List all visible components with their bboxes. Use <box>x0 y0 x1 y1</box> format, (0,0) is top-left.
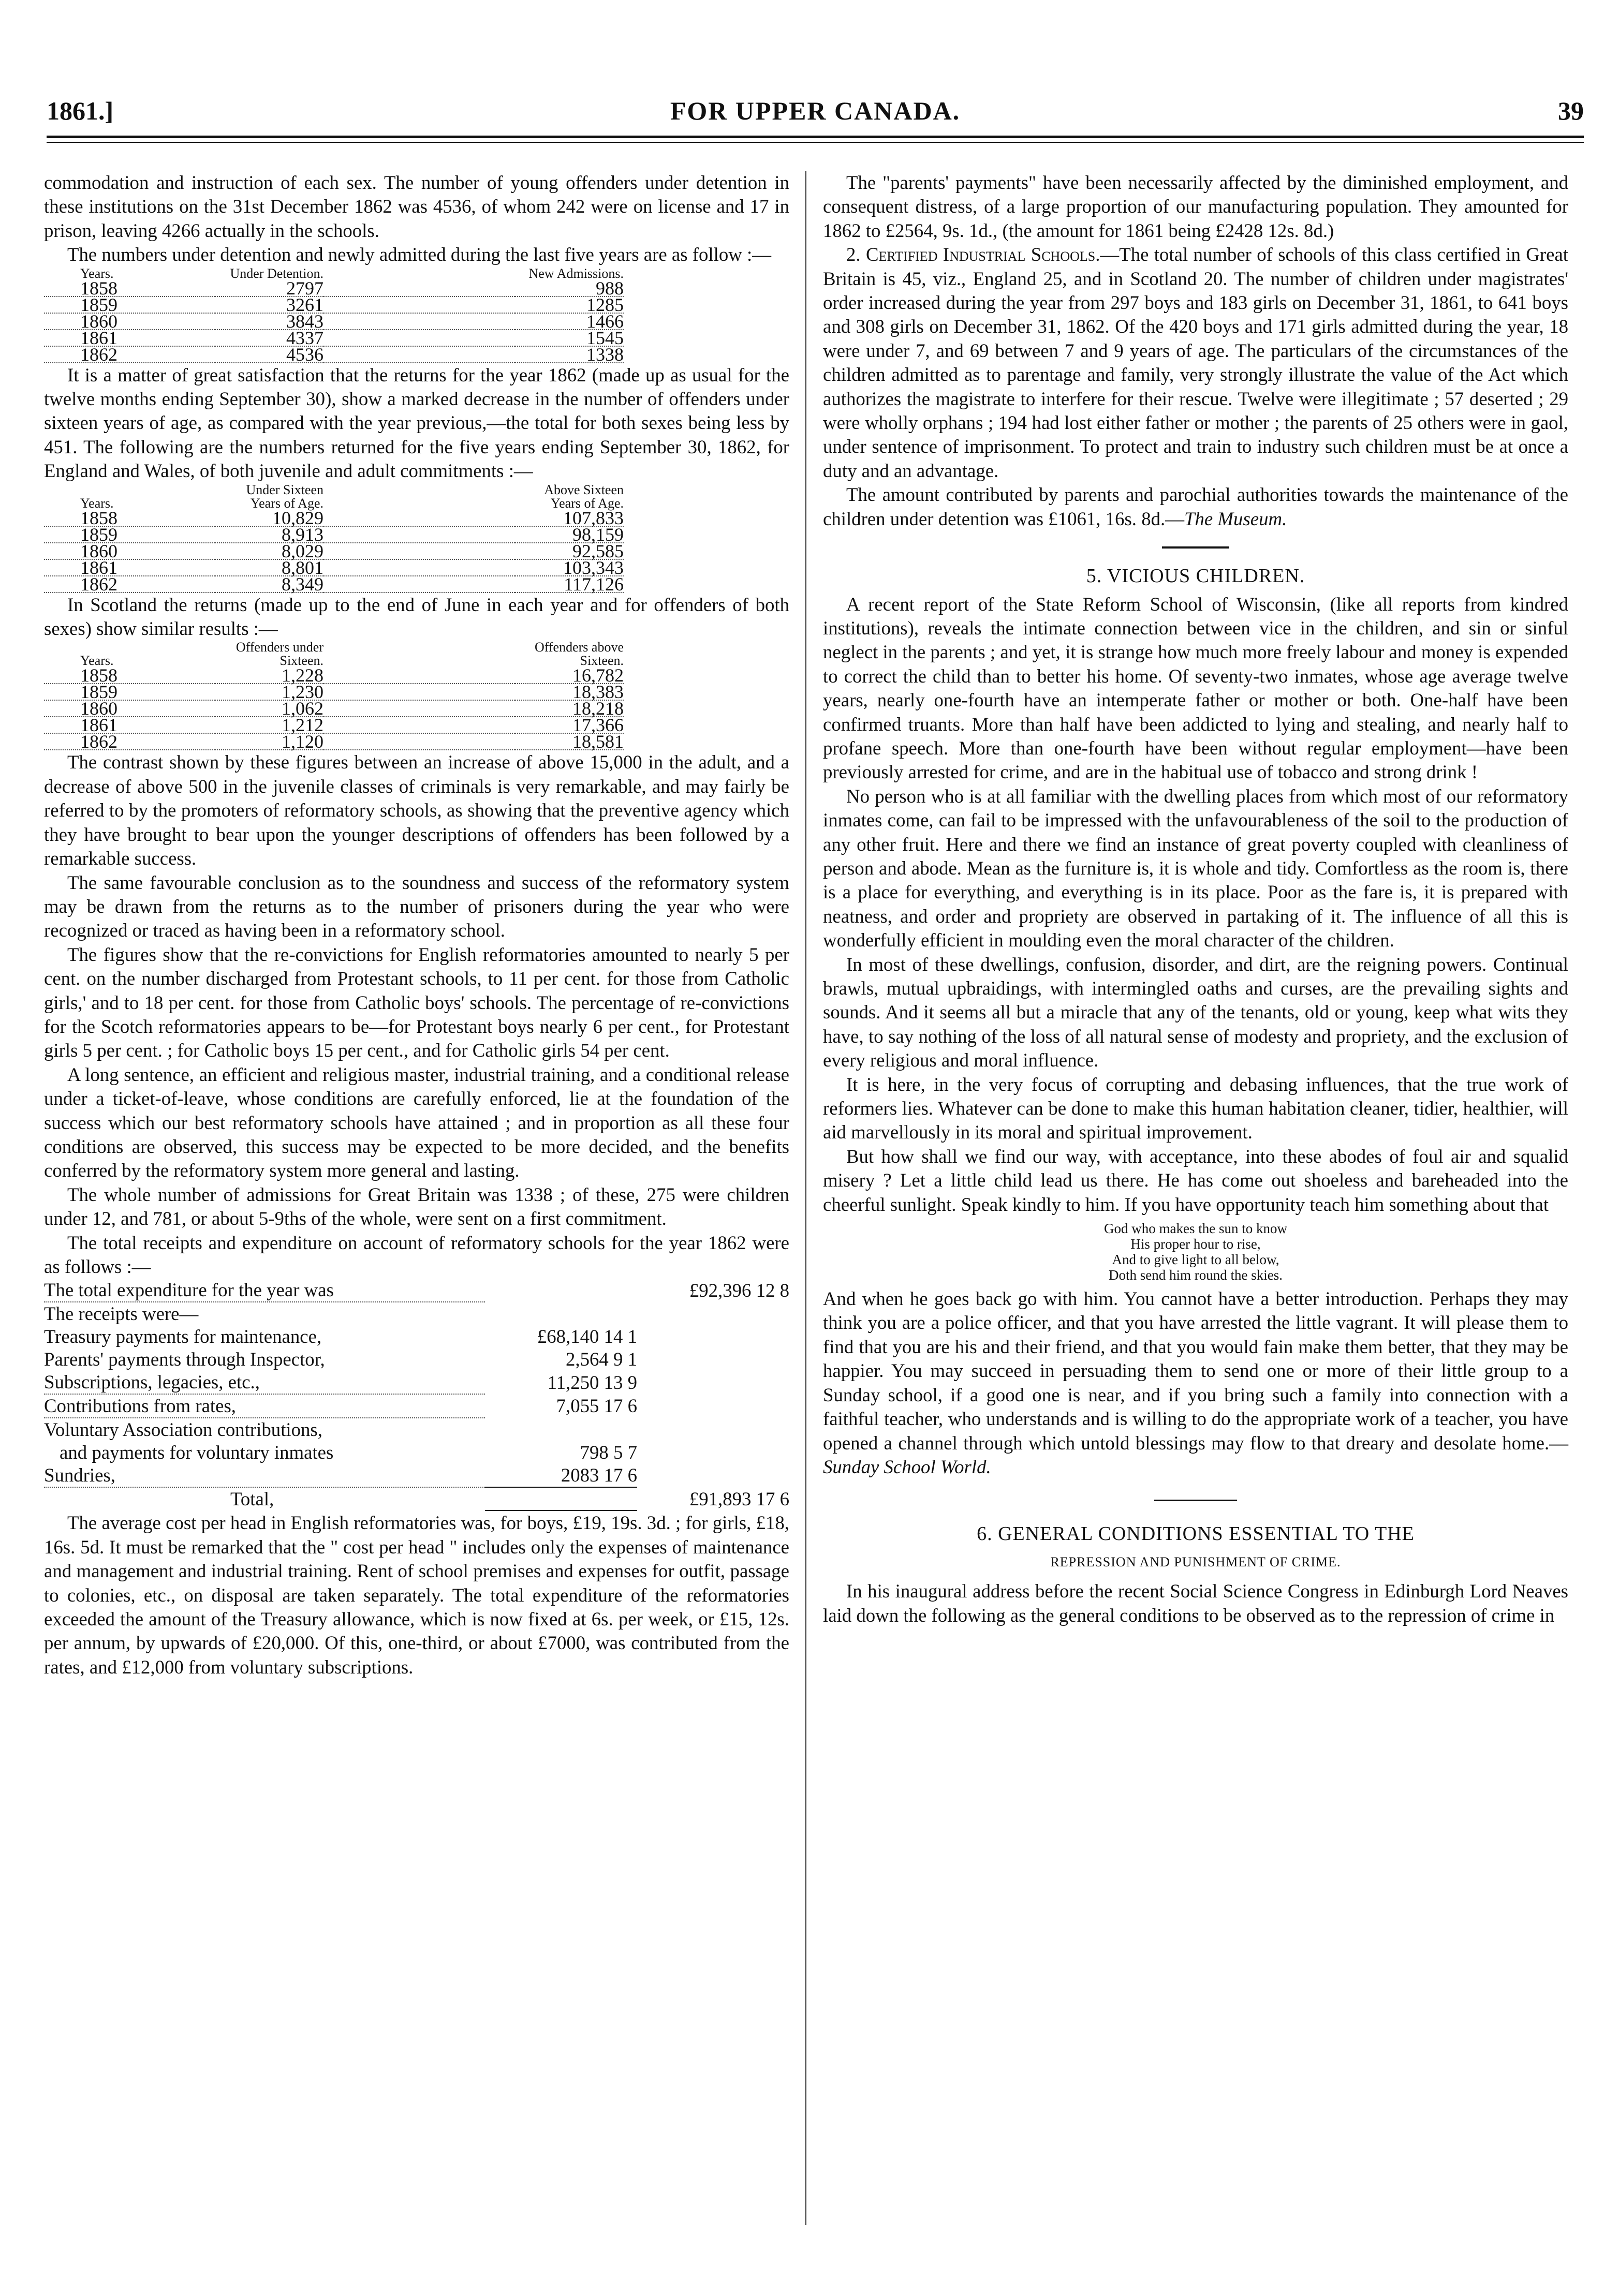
header-year: 1861.] <box>47 96 114 125</box>
table-header: Years. <box>80 653 114 669</box>
table-row: 1860 8,029 92,585 <box>44 543 789 559</box>
paragraph: A long sentence, an efficient and religious master, industrial training, and a conditional release under a ticket-of-leave, whose conditions are carefully enforced, lie at the foundation of the success which our best reformatory schools have attained ; and in proportion as all these four conditions are observed, this success may be expected to be more decided, and the benefits conferred by the reformatory system more general and lasting. <box>44 1063 789 1181</box>
table-row: 1859 1,230 18,383 <box>44 684 789 700</box>
table-row: 1858 2797 988 <box>44 280 789 297</box>
account-row: Subscriptions, legacies, etc., 11,250 13 9 <box>44 1371 789 1394</box>
poem-line: And to give light to all below, <box>1112 1252 1279 1268</box>
column-divider <box>805 171 806 2225</box>
table-row: 1862 8,349 117,126 <box>44 576 789 592</box>
account-row: Treasury payments for maintenance, £68,140 14 1 <box>44 1326 637 1347</box>
table-header: Offenders above Sixteen. <box>534 640 624 669</box>
paragraph: The numbers under detention and newly admitted during the last five years are as follow :— <box>67 244 772 265</box>
poem-line: Doth send him round the skies. <box>1109 1267 1283 1283</box>
england-wales-table <box>44 483 789 593</box>
table-header: Years. <box>80 495 114 511</box>
section-title: 5. VICIOUS CHILDREN. <box>1086 565 1305 587</box>
paragraph: The figures show that the re-convictions for English reformatories amounted to nearly 5 per cent. on the number discharged from Protestant schools, to 11 per cent. for those from Catholic girls,' and to 18 per cent. for those from Catholic boys' schools. The percentage of re-convictions for the Scotch reformatories appears to be—for Protestant boys nearly 6 per cent., for Protestant girls 5 per cent. ; for Catholic boys 15 per cent., and for Catholic girls 54 per cent. <box>44 943 789 1061</box>
account-row: Contributions from rates, 7,055 17 6 <box>44 1394 789 1418</box>
account-row: Parents' payments through Inspector, 2,564 9 1 <box>44 1349 637 1370</box>
scotland-table <box>44 641 789 750</box>
paragraph: The average cost per head in English reformatories was, for boys, £19, 19s. 3d. ; for girls, £18, 16s. 5d. It must be remarked that the " cost per head " includes only the expenses of maintenance and management and industrial training. Rent of school premises and expenses for outfit, passage to colonies, etc., on disposal are taken separately. The total expenditure of the reformatories exceeded the amount of the Treasury allowance, which is now fixed at 6s. per week, or £15, 12s. per annum, by upwards of £20,000. Of this, one-third, or about £7000, was contributed from the rates, and £12,000 from voluntary subscriptions. <box>44 1512 789 1678</box>
section-subtitle: REPRESSION AND PUNISHMENT OF CRIME. <box>1050 1554 1341 1569</box>
table-header: Years. <box>80 265 114 281</box>
expenditure-account <box>44 1279 789 1511</box>
paragraph: In his inaugural address before the recent Social Science Congress in Edinburgh Lord Neaves laid down the following as the general conditions to be observed as to the repression of crime in <box>823 1580 1568 1626</box>
separator-rule <box>1154 1500 1237 1501</box>
table-header: New Admissions. <box>528 265 624 281</box>
section-heading: 2. Certified Industrial Schools. <box>846 244 1100 265</box>
table-row: 1859 8,913 98,159 <box>44 526 789 543</box>
expenditure-row: The total expenditure for the year was £92,396 12 8 <box>44 1279 789 1302</box>
running-title: FOR UPPER CANADA. <box>670 96 961 125</box>
table-row: 1862 4536 1338 <box>44 346 789 363</box>
paragraph: The amount contributed by parents and parochial authorities towards the maintenance of the children under detention was £1061, 16s. 8d.—The Museum. <box>823 484 1568 529</box>
receipts-label: The receipts were— <box>44 1303 199 1325</box>
source-citation: The Museum. <box>1184 508 1287 529</box>
right-column <box>823 171 1568 1627</box>
poem-verse <box>823 1221 1568 1283</box>
detention-table <box>44 267 789 363</box>
table-row: 1860 1,062 18,218 <box>44 700 789 717</box>
account-row: Sundries, 2083 17 6 <box>44 1464 789 1487</box>
table-row: 1862 1,120 18,581 <box>44 733 789 750</box>
account-row: Voluntary Association contributions, <box>44 1419 322 1441</box>
paragraph: The total receipts and expenditure on account of reformatory schools for the year 1862 were as follows :— <box>44 1232 789 1277</box>
table-header: Under Sixteen Years of Age. <box>246 482 323 511</box>
table-row: 1860 3843 1466 <box>44 313 789 330</box>
paragraph: But how shall we find our way, with acceptance, into these abodes of foul air and squalid misery ? Let a little child lead us there. He has come out shoeless and bareheaded into the cheerful sunlight. Speak kindly to him. If you have opportunity teach him something about that <box>823 1145 1568 1215</box>
header-rule <box>47 136 1584 138</box>
table-row: 1861 1,212 17,366 <box>44 717 789 733</box>
separator-rule <box>1162 546 1229 549</box>
paragraph: It is a matter of great satisfaction that the returns for the year 1862 (made up as usual for the twelve months ending September 30), show a marked decrease in the number of offenders under sixteen years of age, as compared with the year previous,—the total for both sexes being less by 451. The following are the numbers returned for the five years ending September 30, 1862, for England and Wales, of both juvenile and adult commitments :— <box>44 364 789 482</box>
paragraph: The same favourable conclusion as to the soundness and success of the reformatory system may be drawn from the returns as to the number of prisoners during the year who were recognized or traced as having been in a reformatory school. <box>44 871 789 941</box>
paragraph: In Scotland the returns (made up to the end of June in each year and for offenders of both sexes) show similar results :— <box>44 594 789 640</box>
page-header <box>47 96 1584 127</box>
paragraph: It is here, in the very focus of corrupting and debasing influences, that the true work of reformers lies. Whatever can be done to make this human habitation cleaner, tidier, healthier, will aid marvellously in its moral and spiritual improvement. <box>823 1073 1568 1143</box>
total-row: Total, £91,893 17 6 <box>230 1488 789 1510</box>
table-row: 1859 3261 1285 <box>44 297 789 313</box>
paragraph: 2. Certified Industrial Schools.—The total number of schools of this class certified in Great Britain is 45, viz., England 25, and in Scotland 20. The number of children under magistrates' order increased during the year from 297 boys and 183 girls on December 31, 1861, to 641 boys and 308 girls on December 31, 1862. Of the 420 boys and 171 girls admitted during the year, 18 were under 7, and 69 between 7 and 9 years of age. The particulars of the circumstances of the children admitted as to parentage and family, very strongly illustrate the value of the Act which authorizes the magistrate to interfere for their rescue. Twelve were illegitimate ; 57 deserted ; 29 were wholly orphans ; 194 had lost either father or mother ; the parents of 25 others were in gaol, under sentence of imprisonment. To protect and train to industry such children must be at once a duty and an advantage. <box>823 244 1568 481</box>
section-title: 6. GENERAL CONDITIONS ESSENTIAL TO THE <box>977 1523 1415 1545</box>
page-number: 39 <box>1558 96 1584 125</box>
paragraph: In most of these dwellings, confusion, disorder, and dirt, are the reigning powers. Continual brawls, mutual upbraidings, with intermingled oaths and curses, are the prevailing sights and sounds. And it seems all but a miracle that any of the tenants, old or young, keep what wits they have, to say nothing of the loss of all natural sense of modesty and propriety, and the exclusion of every religious and moral influence. <box>823 953 1568 1071</box>
paragraph: The "parents' payments" have been necessarily affected by the diminished employment, and consequent distress, of a large proportion of our manufacturing population. They amounted for 1862 to £2564, 9s. 1d., (the amount for 1861 being £2428 12s. 8d.) <box>823 172 1568 241</box>
table-row: 1861 8,801 103,343 <box>44 559 789 576</box>
table-header: Offenders under Sixteen. <box>236 640 323 669</box>
poem-line: God who makes the sun to know <box>1104 1221 1287 1237</box>
paragraph: A recent report of the State Reform School of Wisconsin, (like all reports from kindred institutions), reveals the intimate connection between vice in the children, and sin or sinful neglect in the parents ; and yet, it is strange how much more freely labour and money is expended to correct the child than to better his home. Of seventy-two inmates, whose age average twelve years, nearly one-fourth have an intemperate father or mother or both. One-half have been confirmed truants. More than half have been addicted to lying and stealing, and nearly half to profane speech. More than one-fourth have been without regular employment—have been previously arrested for crime, and are in the habitual use of tobacco and strong drink ! <box>823 593 1568 783</box>
left-column <box>44 171 789 1679</box>
table-row: 1858 1,228 16,782 <box>44 668 789 684</box>
table-row: 1858 10,829 107,833 <box>44 510 789 526</box>
paragraph: commodation and instruction of each sex. The number of young offenders under detention in these institutions on the 31st December 1862 was 4536, of whom 242 were on license and 17 in prison, leaving 4266 actually in the schools. <box>44 172 789 241</box>
paragraph: The whole number of admissions for Great Britain was 1338 ; of these, 275 were children under 12, and 781, or about 5-9ths of the whole, were sent on a first commitment. <box>44 1183 789 1230</box>
paragraph: No person who is at all familiar with the dwelling places from which most of our reformatory inmates come, can fail to be impressed with the unfavourableness of the soil to the production of any other fruit. Here and there we find an instance of great poverty coupled with cleanliness of person and abode. Mean as the furniture is, it is whole and tidy. Comfortless as the room is, there is a place for everything, and everything is in its place. Poor as the fare is, it is prepared with neatness, and order and propriety are observed in partaking of it. The influence of all this is wonderfully efficient in moulding even the moral character of the children. <box>823 785 1568 951</box>
table-header: Above Sixteen Years of Age. <box>544 482 624 511</box>
table-row: 1861 4337 1545 <box>44 330 789 346</box>
source-citation: Sunday School World. <box>823 1456 991 1477</box>
poem-line: His proper hour to rise, <box>1130 1236 1261 1252</box>
table-header: Under Detention. <box>230 265 323 281</box>
header-rule-thin <box>47 142 1584 143</box>
paragraph: And when he goes back go with him. You cannot have a better introduction. Perhaps they may think you are a police officer, and that you have arrested the little vagrant. It will please them to find that you are his and their friend, and that you would fain make them better, that they may be happier. You may succeed in persuading them to send one or more of their little group to a Sunday school, if a good one is near, and if you bring such a family into connection with a faithful teacher, who understands and is willing to do the appropriate work of a teacher, you have opened a channel through which untold blessings may flow to that dreary and desolate home.—Sunday School World. <box>823 1288 1568 1477</box>
paragraph: The contrast shown by these figures between an increase of above 15,000 in the adult, and a decrease of above 500 in the juvenile classes of criminals is very remarkable, and may fairly be referred to by the promoters of reformatory schools, as showing that the preventive agency which they have brought to bear upon the younger descriptions of offenders has been followed by a remarkable success. <box>44 751 789 869</box>
account-row: and payments for voluntary inmates 798 5 7 <box>60 1442 637 1463</box>
